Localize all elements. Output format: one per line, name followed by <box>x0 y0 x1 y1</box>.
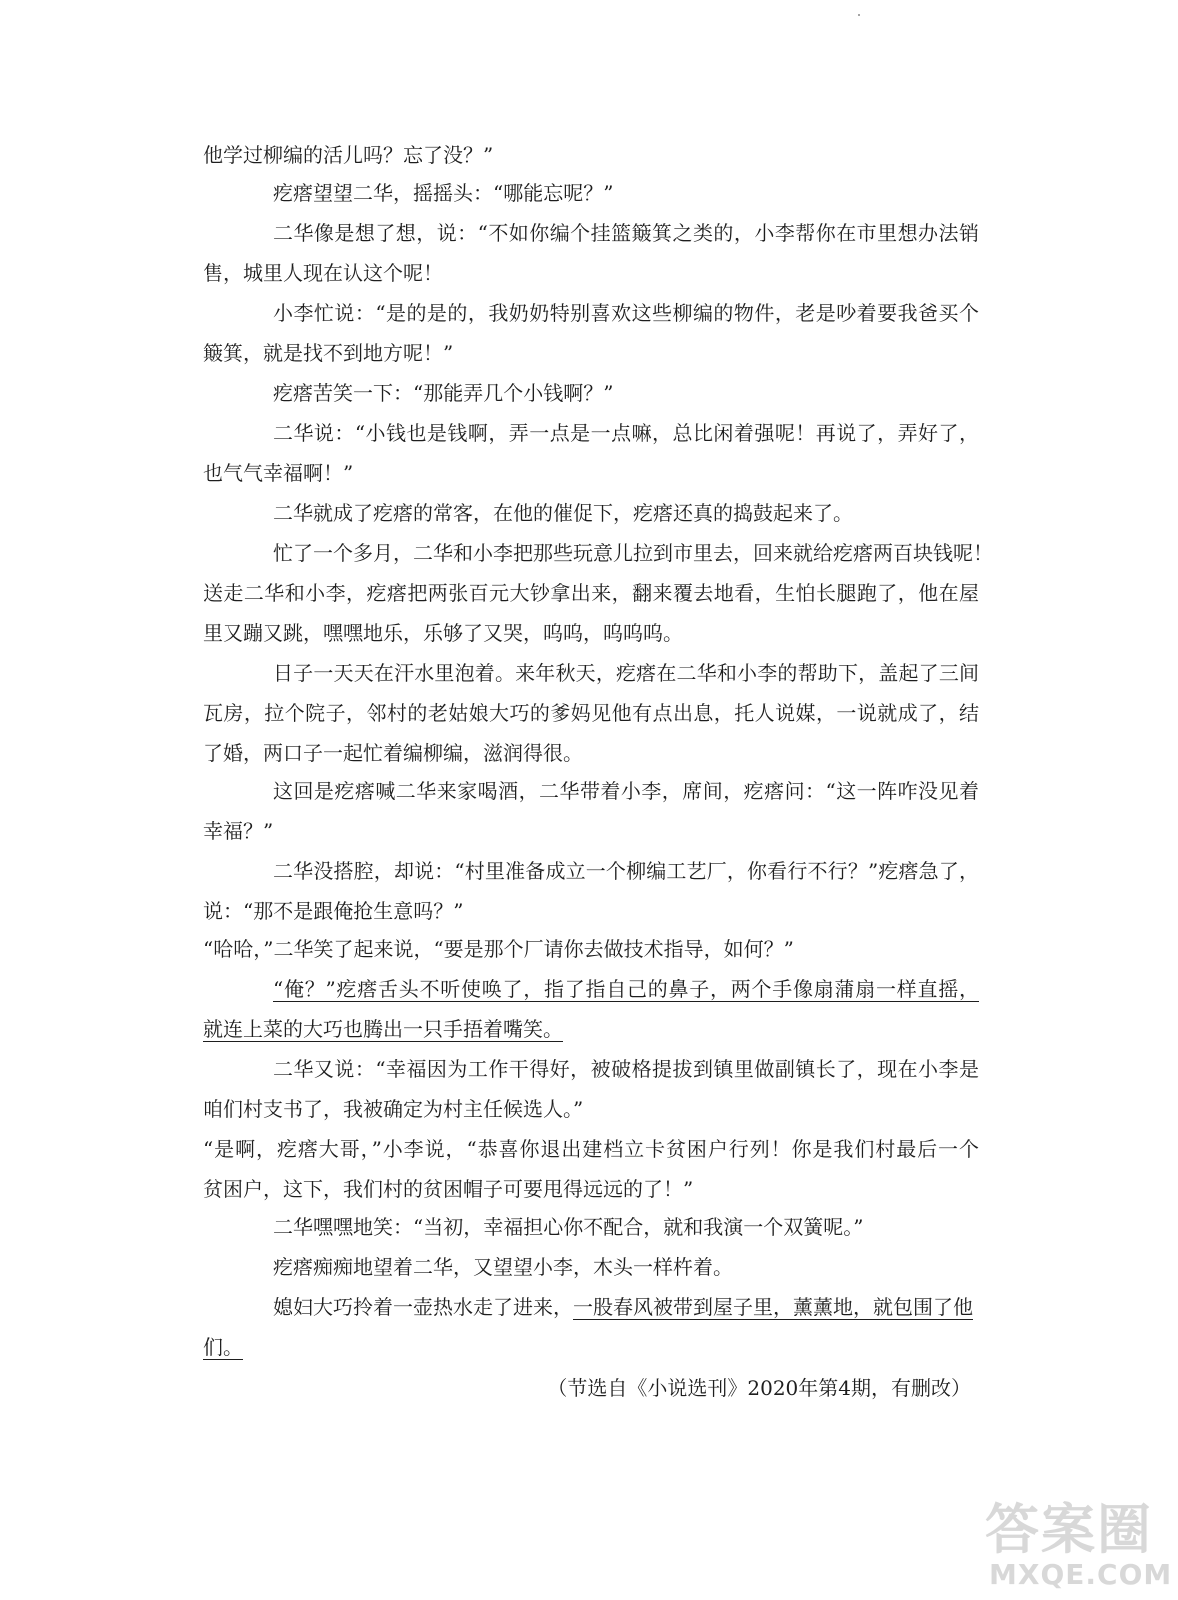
text-line: 他学过柳编的活儿吗？忘了没？” <box>203 143 494 167</box>
underlined-line: “俺？”疙瘩舌头不听使唤了，指了指自己的鼻子，两个手像扇蒲扇一样直摇， <box>273 977 979 1001</box>
text-line: 幸福？” <box>203 819 274 843</box>
text-line: “哈哈，”二华笑了起来说，“要是那个厂请你去做技术指导，如何？” <box>203 937 794 961</box>
text-line: 二华说：“小钱也是钱啊，弄一点是一点嘛，总比闲着强呢！再说了，弄好了， <box>273 421 979 445</box>
text-line: 二华就成了疙瘩的常客，在他的催促下，疙瘩还真的捣鼓起来了。 <box>273 501 853 525</box>
text-line: 二华没搭腔，却说：“村里准备成立一个柳编工艺厂，你看行不行？”疙瘩急了， <box>273 859 979 883</box>
text-line: 里又蹦又跳，嘿嘿地乐，乐够了又哭，呜呜，呜呜呜。 <box>203 621 683 645</box>
watermark-url: MXQE.COM <box>989 1558 1173 1591</box>
watermark-logo <box>985 1498 1173 1595</box>
text-line: 贫困户，这下，我们村的贫困帽子可要甩得远远的了！” <box>203 1177 694 1201</box>
text-line: 簸箕，就是找不到地方呢！” <box>203 341 454 365</box>
text-line: 疙瘩苦笑一下：“那能弄几个小钱啊？” <box>273 381 614 405</box>
text-line-mixed <box>273 1292 979 1322</box>
text-line: “是啊，疙瘩大哥，”小李说，“恭喜你退出建档立卡贫困户行列！你是我们村最后一个 <box>203 1137 979 1161</box>
text-line: 售，城里人现在认这个呢！ <box>203 261 443 285</box>
text-line: 瓦房，拉个院子，邻村的老姑娘大巧的爹妈见他有点出息，托人说媒，一说就成了，结 <box>203 701 979 725</box>
text-line: 二华像是想了想，说：“不如你编个挂篮簸箕之类的，小李帮你在市里想办法销 <box>273 221 979 245</box>
text-line: 了婚，两口子一起忙着编柳编，滋润得很。 <box>203 741 583 765</box>
text-line: 小李忙说：“是的是的，我奶奶特别喜欢这些柳编的物件，老是吵着要我爸买个 <box>273 301 979 325</box>
text-line: 二华又说：“幸福因为工作干得好，被破格提拔到镇里做副镇长了，现在小李是 <box>273 1057 979 1081</box>
underlined-text: 一股春风被带到屋子里，薰薰地，就包围了他 <box>573 1295 973 1319</box>
underlined-line-end <box>203 1332 979 1362</box>
text-line: 二华嘿嘿地笑：“当初，幸福担心你不配合，就和我演一个双簧呢。” <box>273 1215 864 1239</box>
source-citation: （节选自《小说选刊》2020年第4期，有删改） <box>547 1376 971 1400</box>
scan-speck <box>858 14 860 16</box>
text-line: 忙了一个多月，二华和小李把那些玩意儿拉到市里去，回来就给疙瘩两百块钱呢！ <box>273 541 993 565</box>
text-line: 咱们村支书了，我被确定为村主任候选人。” <box>203 1097 584 1121</box>
text-line: 这回是疙瘩喊二华来家喝酒，二华带着小李，席间，疙瘩问：“这一阵咋没见着 <box>273 779 979 803</box>
text-line: 送走二华和小李，疙瘩把两张百元大钞拿出来，翻来覆去地看，生怕长腿跑了，他在屋 <box>203 581 979 605</box>
underlined-text: 们。 <box>203 1335 243 1359</box>
watermark-text: 答案圈 <box>985 1498 1153 1561</box>
text-line: 说：“那不是跟俺抢生意吗？” <box>203 899 464 923</box>
underlined-text: 就连上菜的大巧也腾出一只手捂着嘴笑。 <box>203 1017 563 1041</box>
text-line: 也气气幸福啊！” <box>203 461 354 485</box>
text-line: 日子一天天在汗水里泡着。来年秋天，疙瘩在二华和小李的帮助下，盖起了三间 <box>273 661 979 685</box>
underlined-line-end <box>203 1014 979 1044</box>
text-line: 疙瘩望望二华，摇摇头：“哪能忘呢？” <box>273 181 614 205</box>
text-line: 疙瘩痴痴地望着二华，又望望小李，木头一样杵着。 <box>273 1255 733 1279</box>
plain-text: 媳妇大巧拎着一壶热水走了进来， <box>273 1295 573 1319</box>
